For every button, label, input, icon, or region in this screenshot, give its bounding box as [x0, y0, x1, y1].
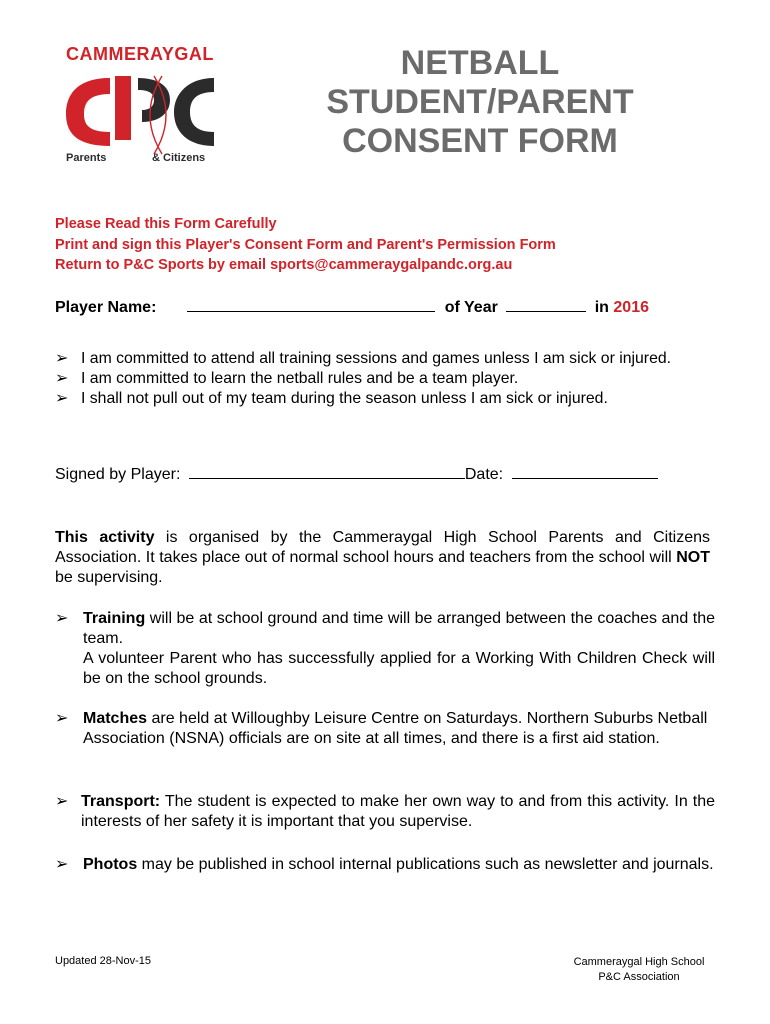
arrow-bullet-icon: ➢ [55, 610, 69, 627]
player-name-blank[interactable] [187, 299, 435, 312]
matches-heading: Matches [83, 710, 148, 727]
in-label: in [594, 299, 609, 316]
date-label: Date: [464, 466, 504, 483]
signature-row [55, 466, 658, 484]
activity-lead: This activity [55, 529, 155, 546]
training-heading: Training [83, 610, 146, 627]
title-line-2: STUDENT/PARENT [326, 83, 634, 121]
year-label: of Year [444, 299, 498, 316]
commitment-item-2: ➢ I am committed to learn the netball rules and be a team player. [55, 370, 519, 387]
arrow-bullet-icon: ➢ [55, 350, 69, 367]
activity-paragraph: This activity is organised by the Cammeraygal High School Parents and Citizens Association. It takes place out of normal school hours and teachers from the school will NOT be supervising. [55, 529, 711, 586]
form-title [300, 44, 660, 161]
arrow-bullet-icon: ➢ [55, 793, 69, 810]
player-name-label: Player Name: [55, 299, 157, 316]
player-name-row [55, 299, 649, 317]
footer-org-line-1: Cammeraygal High School [573, 956, 705, 968]
arrow-bullet-icon: ➢ [55, 370, 69, 387]
season-year: 2016 [613, 299, 649, 316]
footer-org-line-2: P&C Association [598, 971, 680, 983]
year-blank[interactable] [506, 299, 586, 312]
instruction-line-1: Please Read this Form Carefully [55, 216, 277, 232]
arrow-bullet-icon: ➢ [55, 710, 69, 727]
footer-organisation [560, 955, 718, 985]
logo-dark-p-shape [138, 78, 170, 122]
arrow-bullet-icon: ➢ [55, 856, 69, 873]
signature-blank[interactable] [189, 466, 465, 479]
signed-by-player-label: Signed by Player: [55, 466, 181, 483]
logo-right-caption: & Citizens [152, 152, 206, 164]
date-blank[interactable] [512, 466, 658, 479]
transport-heading: Transport: [81, 793, 161, 810]
commitment-item-1: ➢ I am committed to attend all training sessions and games unless I am sick or injured. [55, 350, 672, 367]
footer-updated-date: Updated 28-Nov-15 [55, 955, 152, 967]
logo-red-p-stem [115, 76, 131, 140]
logo-red-c-shape [66, 78, 110, 146]
commitment-list [55, 349, 715, 409]
training-item: ➢ Training will be at school ground and time will be arranged between the coaches and the team. A volunteer Parent who has successfully applied for a Working With Children Check will be on the school grounds. [55, 610, 715, 687]
logo-dark-c-shape [174, 78, 214, 146]
not-emphasis: NOT [676, 549, 710, 566]
training-volunteer-text: A volunteer Parent who has successfully applied for a Working With Children Check will be on the school grounds. [83, 650, 715, 687]
photos-heading: Photos [83, 856, 138, 873]
title-line-1: NETBALL [400, 44, 560, 82]
logo-left-caption: Parents [66, 152, 107, 164]
matches-item: ➢ Matches are held at Willoughby Leisure Centre on Saturdays. Northern Suburbs Netball Association (NSNA) officials are on site at all times, and there is a first aid station. [55, 710, 708, 747]
instruction-line-2: Print and sign this Player's Consent Form and Parent's Permission Form [55, 236, 556, 253]
transport-item: ➢ Transport: The student is expected to make her own way to and from this activity. In the interests of her safety it is important that you supervise. [55, 793, 715, 830]
cammeraygal-pc-logo [58, 42, 223, 172]
photos-item: ➢ Photos may be published in school internal publications such as newsletter and journals. [55, 856, 714, 873]
title-line-3: CONSENT FORM [342, 122, 618, 160]
arrow-bullet-icon: ➢ [55, 390, 69, 407]
instructions-block [55, 214, 556, 276]
commitment-item-3: ➢ I shall not pull out of my team during the season unless I am sick or injured. [55, 390, 608, 407]
instruction-line-3: Return to P&C Sports by email sports@cammeraygalpandc.org.au [55, 257, 513, 273]
logo-brand-text: CAMMERAYGAL [66, 44, 214, 64]
